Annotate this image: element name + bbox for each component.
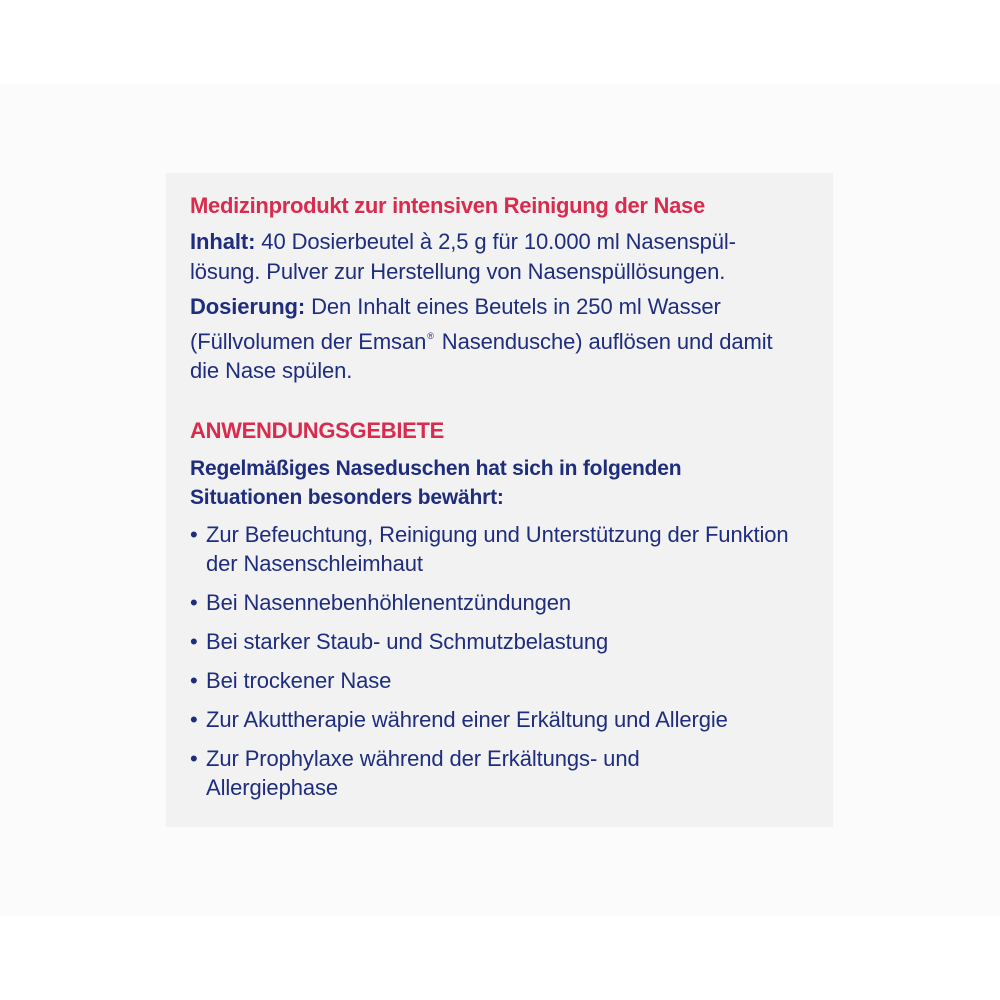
contents-paragraph [190,227,790,286]
list-item-text: Bei Nasennebenhöhlenentzündungen [206,589,572,615]
list-item-text: Bei trockener Nase [206,667,392,693]
bullet-icon: • [190,667,198,693]
product-title: Medizinprodukt zur intensiven Reinigung der Nase [190,193,705,218]
list-item [190,705,846,734]
list-item-text: Bei starker Staub- und Schmutzbelastung [206,628,609,654]
bullet-icon: • [190,589,198,615]
dosage-text-before: Den Inhalt eines Beutels in 250 ml Wasser (Füllvolumen der Emsan [190,294,721,354]
bullet-icon: • [190,521,198,547]
applications-list [190,520,813,802]
bullet-icon: • [190,628,198,654]
list-item-text: Zur Prophylaxe während der Erkältungs- und Allergiephase [206,745,640,800]
dosage-paragraph [190,292,800,386]
list-item-text: Zur Befeuchtung, Reinigung und Unterstützung der Funktion der Nasenschleimhaut [206,521,789,576]
list-item [190,520,796,578]
registered-mark-icon: ® [427,330,434,341]
list-item [190,744,676,802]
dosage-text-after: Nasendusche) auflösen und damit die Nase spülen. [190,328,773,383]
list-item [190,627,813,656]
list-item [190,588,813,617]
bullet-icon: • [190,745,198,771]
list-item [190,666,813,695]
applications-heading: ANWENDUNGSGEBIETE [190,417,445,443]
list-item-text: Zur Akuttherapie während einer Erkältung und Allergie [206,706,728,732]
bullet-icon: • [190,706,198,732]
dosage-label: Dosierung: [190,294,306,319]
info-panel [166,173,833,827]
applications-intro: Regelmäßiges Naseduschen hat sich in folgenden Situationen besonders bewährt: [190,456,682,509]
contents-label: Inhalt: [190,229,256,254]
contents-text: 40 Dosierbeutel à 2,5 g für 10.000 ml Nasenspül- lösung. Pulver zur Herstellung von Nasenspüllösungen. [190,229,736,284]
